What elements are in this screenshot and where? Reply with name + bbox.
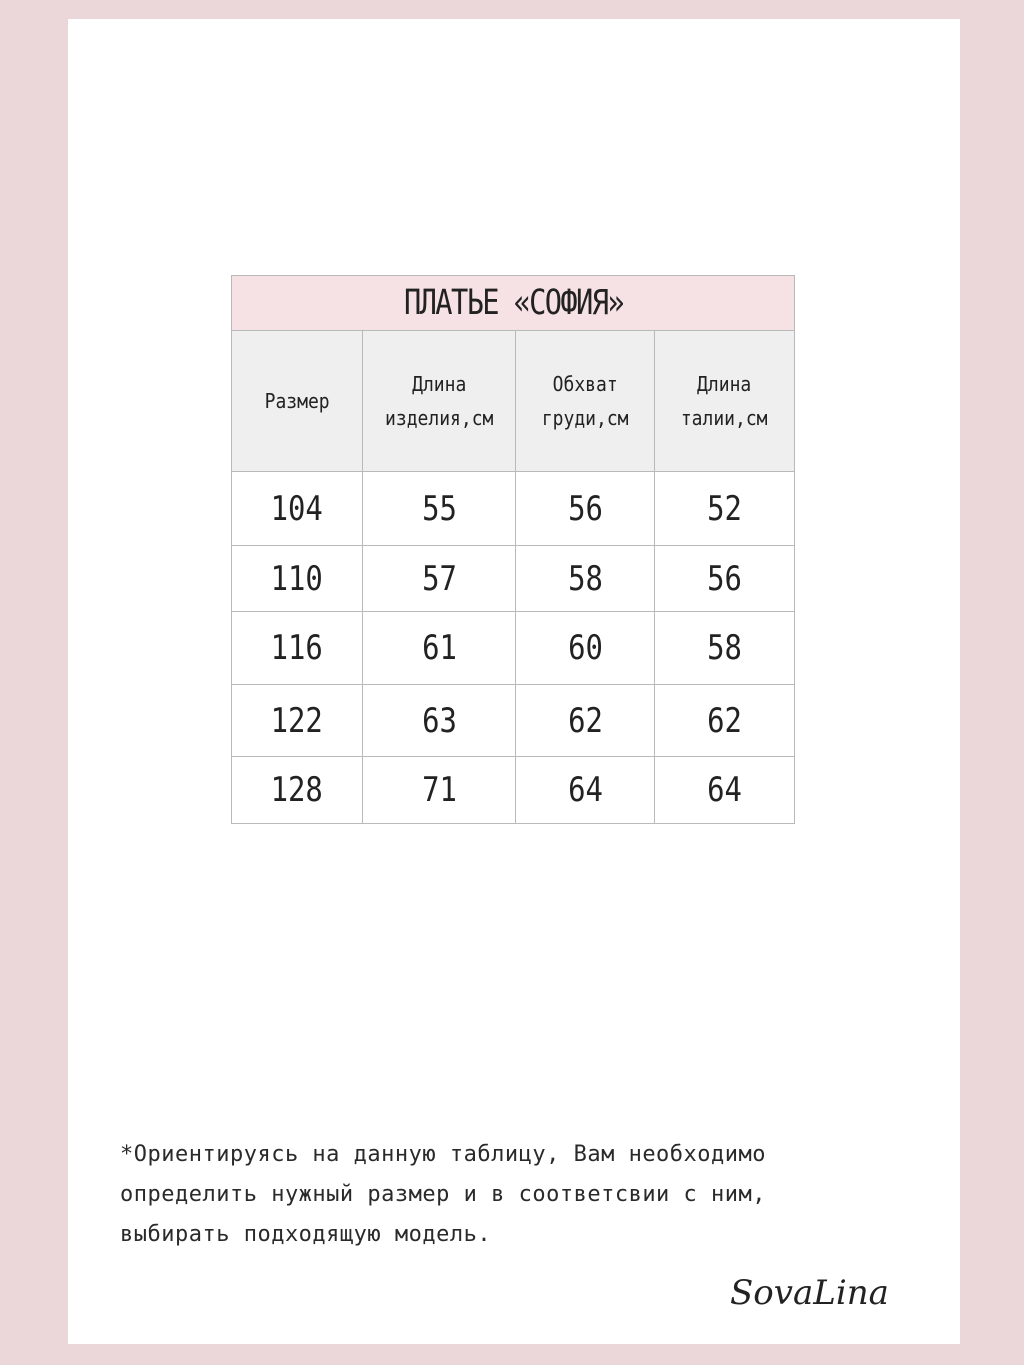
table-cell: 62 [516,685,655,757]
table-cell: 57 [363,546,516,612]
table-row [232,546,795,612]
table-cell: 64 [516,757,655,824]
table-cell: 58 [655,612,795,685]
table-cell: 63 [363,685,516,757]
header-chest [516,331,655,472]
table-row [232,757,795,824]
header-length-label: Длина изделия,см [384,372,494,430]
table-cell: 58 [516,546,655,612]
size-note [120,1135,880,1255]
header-chest-label: Обхват груди,см [541,372,629,430]
table-cell: 62 [655,685,795,757]
table-cell: 64 [655,757,795,824]
size-table [231,275,795,824]
brand-logo-text: SovaLina [730,1273,889,1313]
table-title [232,276,795,331]
header-waist-label: Длина талии,см [681,372,768,430]
header-size-label: Размер [264,389,330,413]
note-line: выбирать подходящую модель. [120,1222,492,1247]
table-cell: 128 [232,757,363,824]
table-cell: 55 [363,472,516,546]
note-line: определить нужный размер и в соответсвии с ним, [120,1182,767,1207]
note-line: *Ориентируясь на данную таблицу, Вам необходимо [120,1142,767,1167]
brand-logo [722,1262,942,1322]
header-waist [655,331,795,472]
table-cell: 116 [232,612,363,685]
table-cell: 110 [232,546,363,612]
header-size [232,331,363,472]
table-cell: 61 [363,612,516,685]
table-title-text: ПЛАТЬЕ «СОФИЯ» [403,283,623,323]
table-cell: 60 [516,612,655,685]
header-length [363,331,516,472]
table-cell: 122 [232,685,363,757]
table-row [232,472,795,546]
table-cell: 56 [655,546,795,612]
table-cell: 71 [363,757,516,824]
table-cell: 52 [655,472,795,546]
table-cell: 56 [516,472,655,546]
table-row [232,685,795,757]
table-cell: 104 [232,472,363,546]
table-row [232,612,795,685]
